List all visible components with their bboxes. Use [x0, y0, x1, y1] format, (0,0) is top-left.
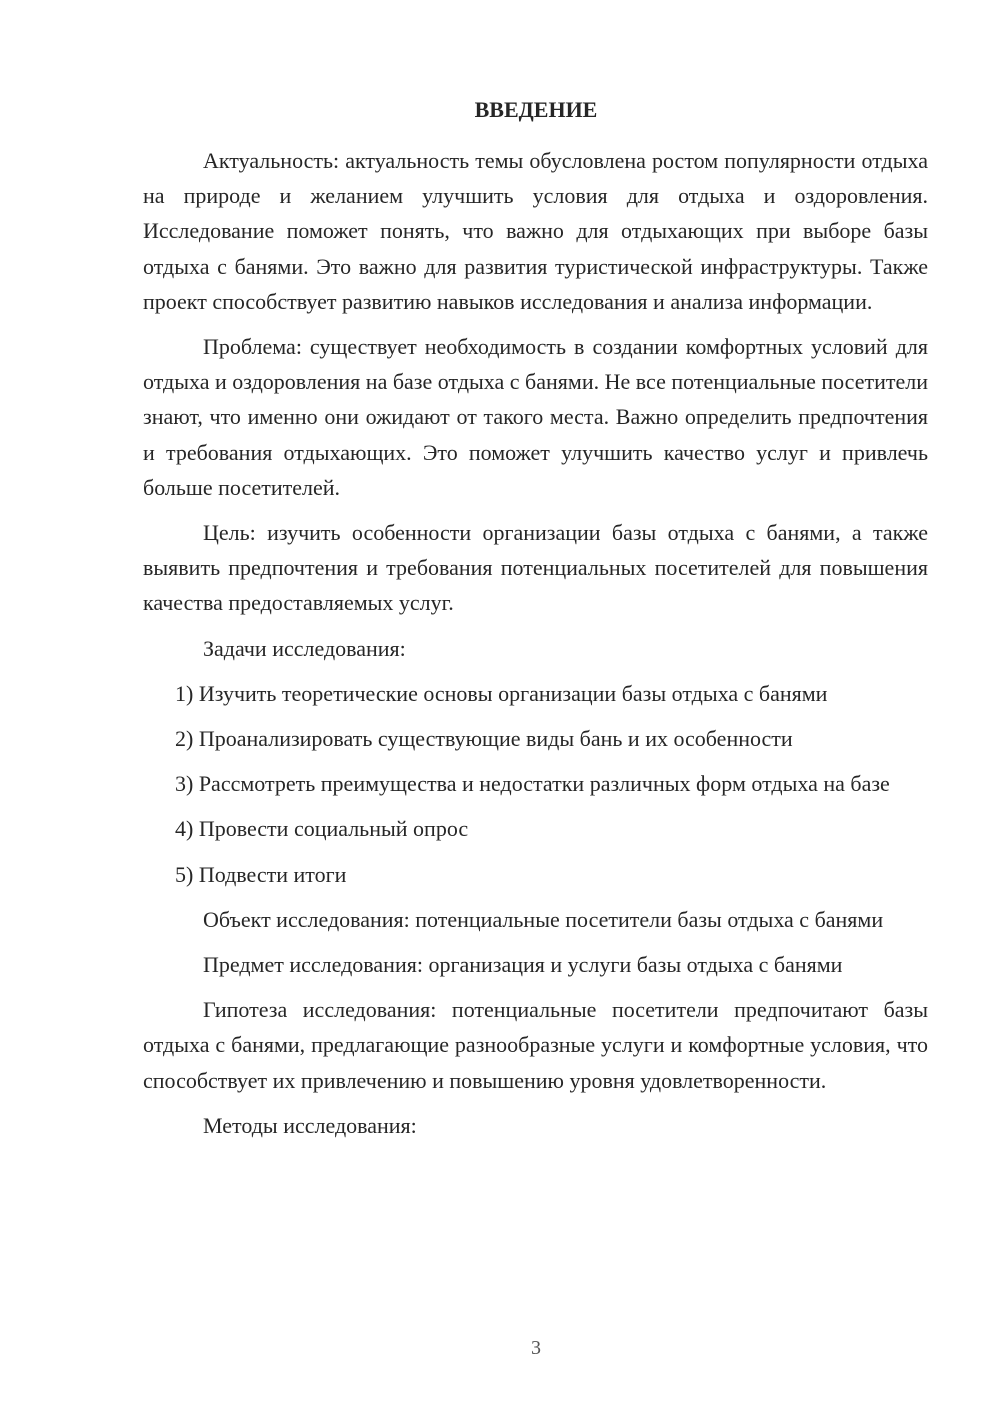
list-item-task-1: 1) Изучить теоретические основы организации базы отдыха с банями — [175, 680, 828, 706]
list-item-task-5: 5) Подвести итоги — [175, 861, 347, 887]
paragraph-hypothesis: Гипотеза исследования: потенциальные посетители предпочитают базы отдыха с банями, предлагающие разнообразные услуги и комфортные условия, что способствует их привлечению и повышению уровня удовлетворенности. — [143, 997, 928, 1093]
paragraph-problem: Проблема: существует необходимость в создании комфортных условий для отдыха и оздоровления на базе отдыха с банями. Не все потенциальные посетители знают, что именно они ожидают от такого места. Важно определить предпочтения и требования отдыхающих. Это поможет улучшить качество услуг и привлечь больше посетителей. — [143, 334, 928, 500]
paragraph-tasks-heading: Задачи исследования: — [203, 635, 406, 661]
body-text — [143, 143, 928, 1153]
paragraph-methods: Методы исследования: — [203, 1112, 417, 1138]
paragraph-object: Объект исследования: потенциальные посетители базы отдыха с банями — [203, 906, 884, 932]
paragraph-relevance: Актуальность: актуальность темы обусловлена ростом популярности отдыха на природе и желанием улучшить условия для отдыха и оздоровления. Исследование поможет понять, что важно для отдыхающих при выборе базы отдыха с банями. Это важно для развития туристической инфраструктуры. Также проект способствует развитию навыков исследования и анализа информации. — [143, 148, 928, 314]
paragraph-subject: Предмет исследования: организация и услуги базы отдыха с банями — [203, 952, 843, 978]
page-title: ВВЕДЕНИЕ — [474, 97, 598, 122]
page-number: 3 — [531, 1337, 541, 1359]
list-item-task-2: 2) Проанализировать существующие виды бань и их особенности — [175, 726, 793, 752]
paragraph-goal: Цель: изучить особенности организации базы отдыха с банями, а также выявить предпочтения и требования потенциальных посетителей для повышения качества предоставляемых услуг. — [143, 520, 928, 616]
list-item-task-3: 3) Рассмотреть преимущества и недостатки различных форм отдыха на базе — [175, 771, 890, 797]
list-item-task-4: 4) Провести социальный опрос — [175, 816, 469, 842]
